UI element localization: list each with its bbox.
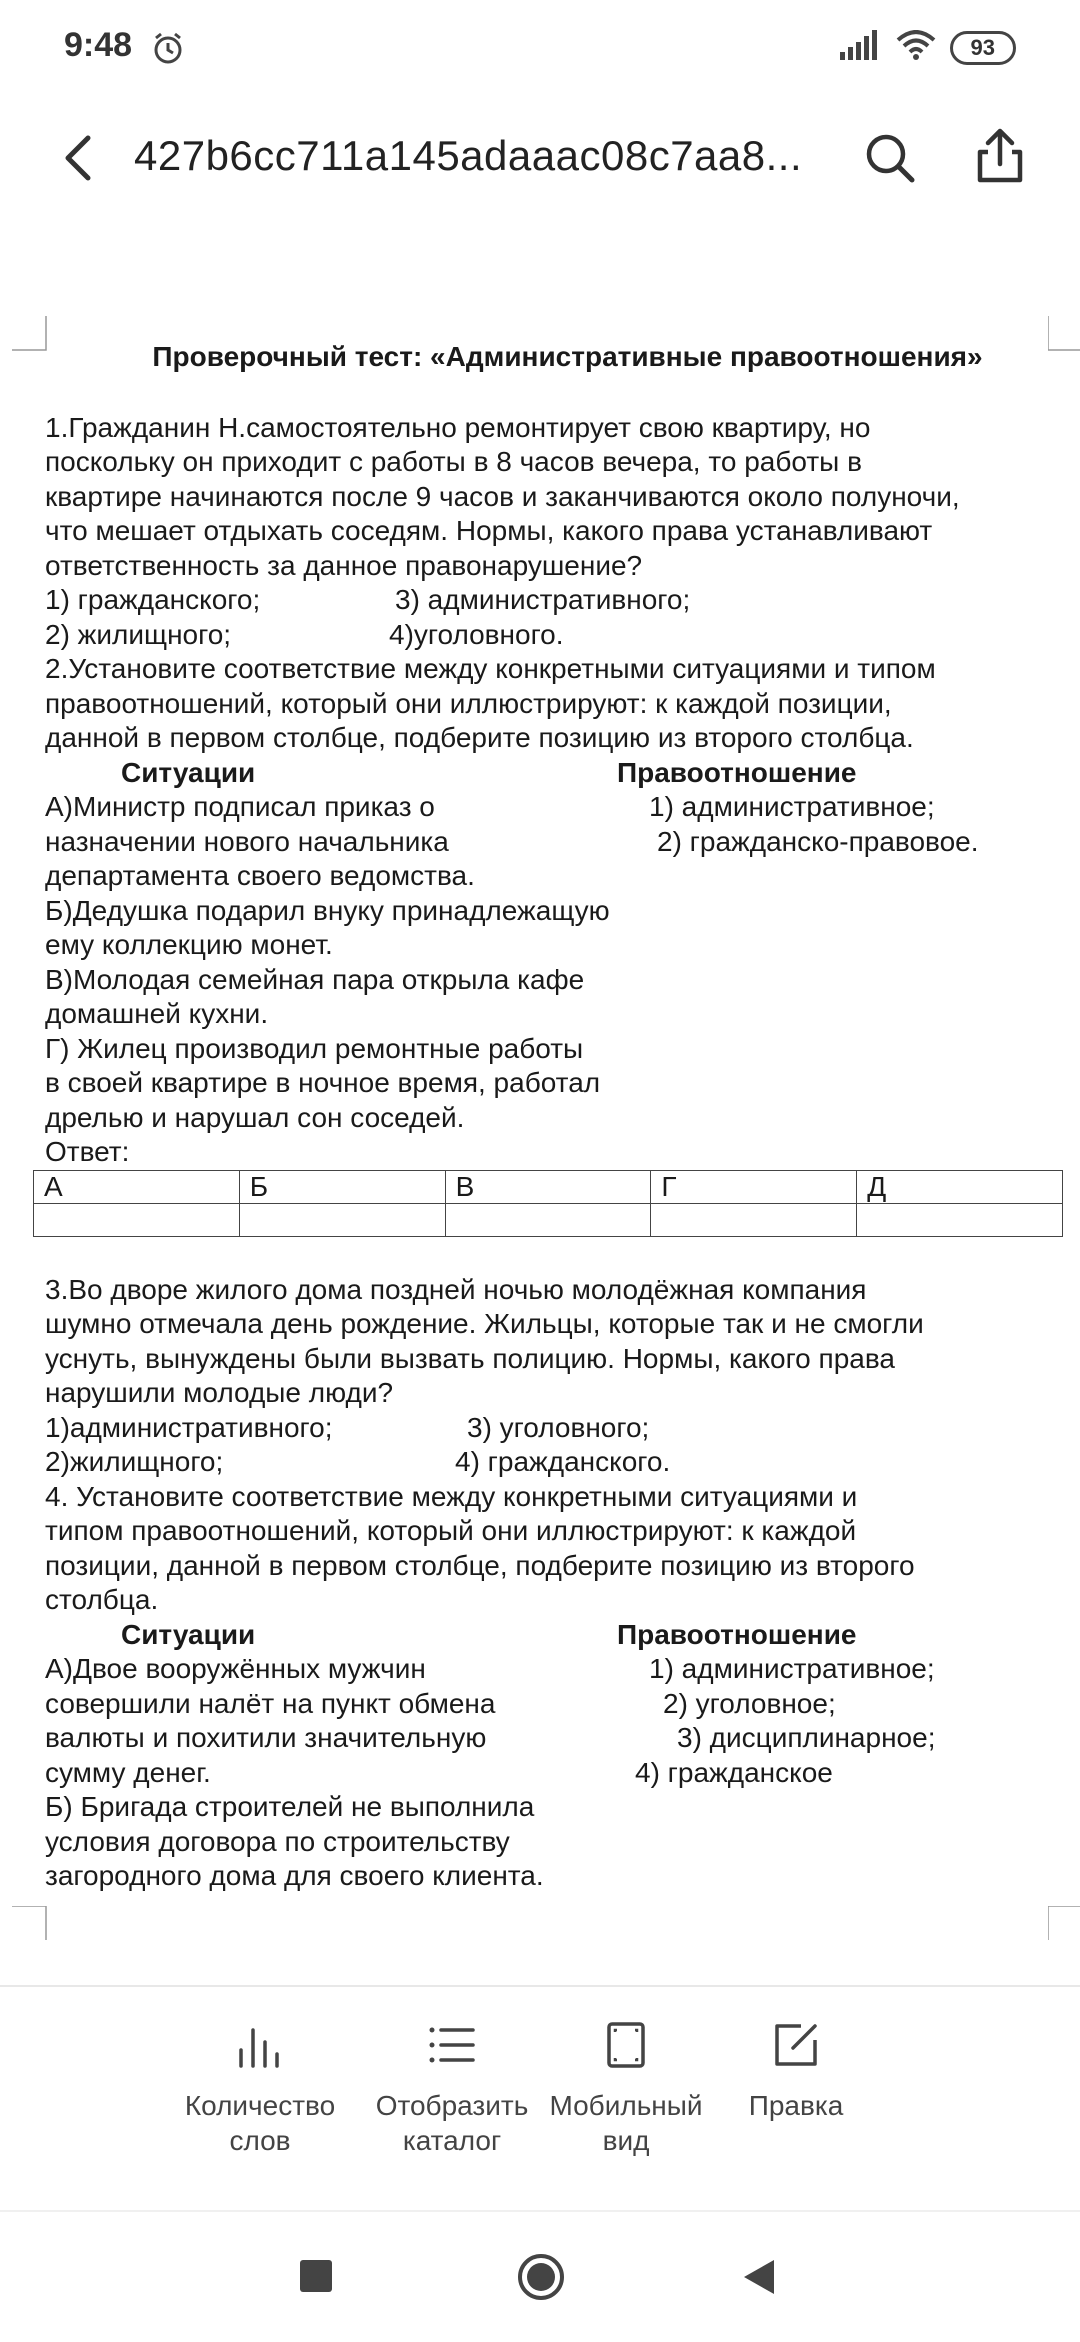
answer-option: 2)жилищного; xyxy=(45,1446,224,1477)
tool-label: Количество xyxy=(184,2090,336,2121)
word-count-button[interactable] xyxy=(170,2020,350,2158)
tool-label: слов xyxy=(229,2125,291,2156)
show-catalog-button[interactable] xyxy=(362,2020,542,2158)
table-cell xyxy=(34,1203,240,1236)
situation-line: департамента своего ведомства. xyxy=(45,860,475,891)
status-bar xyxy=(0,0,1080,100)
relation-option: 2) гражданско-правовое. xyxy=(657,825,979,857)
signal-icon xyxy=(840,30,882,65)
mobile-view-icon xyxy=(601,2020,651,2070)
question-3 xyxy=(45,1273,1060,1480)
question-number: 2 xyxy=(45,653,61,684)
tool-label: Отобразить xyxy=(375,2090,529,2121)
answer-option: 1) гражданского; xyxy=(45,584,261,615)
table-cell xyxy=(651,1203,857,1236)
situation-line: дрелью и нарушал сон соседей. xyxy=(45,1101,465,1133)
situation-line: валюты и похитили значительную xyxy=(45,1722,487,1753)
question-number: 4 xyxy=(45,1480,61,1512)
edit-icon xyxy=(771,2020,821,2070)
question-number: 3 xyxy=(45,1273,61,1305)
question-text: нарушили молодые люди? xyxy=(45,1377,394,1408)
relation-option: 4) гражданское xyxy=(635,1756,833,1788)
situation-line: в своей квартире в ночное время, работал xyxy=(45,1067,601,1098)
column-header-situations: Ситуации xyxy=(121,1618,256,1650)
relation-option: 3) дисциплинарное; xyxy=(677,1722,936,1753)
table-cell xyxy=(239,1203,445,1236)
mobile-view-button[interactable] xyxy=(536,2020,716,2158)
question-text: правоотношений, который они иллюстрируют: к каждой позиции, xyxy=(45,687,892,719)
situation-line: совершили налёт на пункт обмена xyxy=(45,1687,496,1719)
back-button[interactable] xyxy=(58,130,98,191)
table-header-cell: Б xyxy=(239,1170,445,1203)
home-button[interactable] xyxy=(516,2252,566,2307)
question-text: столбца. xyxy=(45,1584,159,1615)
situation-line: назначении нового начальника xyxy=(45,825,449,857)
back-nav-button[interactable] xyxy=(742,2258,776,2301)
question-1 xyxy=(45,411,1060,653)
question-4 xyxy=(45,1480,1060,1894)
relation-option: 1) административное; xyxy=(649,791,935,822)
title-bar xyxy=(0,100,1080,210)
answer-label: Ответ: xyxy=(45,1136,130,1167)
question-text: .Во дворе жилого дома поздней ночью молодёжная компания xyxy=(60,1273,867,1305)
column-header-relations: Правоотношение xyxy=(617,1618,857,1650)
recent-apps-button[interactable] xyxy=(300,2260,332,2297)
answer-option: 3) уголовного; xyxy=(467,1411,650,1443)
share-icon[interactable] xyxy=(972,126,1028,191)
question-text: шумно отмечала день рождение. Жильцы, которые так и не смогли xyxy=(45,1308,924,1339)
battery-indicator: 93 xyxy=(950,31,1016,65)
question-text: ответственность за данное правонарушение? xyxy=(45,549,643,581)
tool-label: вид xyxy=(602,2125,650,2156)
situation-line: А)Министр подписал приказ о xyxy=(45,791,435,822)
table-header-cell: Д xyxy=(857,1170,1063,1203)
page-corner-mark xyxy=(12,316,48,352)
situation-line: загородного дома для своего клиента. xyxy=(45,1860,544,1891)
bottom-toolbar xyxy=(0,2020,1080,2200)
situation-line: ему коллекцию монет. xyxy=(45,929,333,960)
document-title: 427b6cc711a145adaaac08c7aa8... xyxy=(134,132,803,179)
tool-label: Мобильный xyxy=(549,2090,703,2121)
situation-line: Г) Жилец производил ремонтные работы xyxy=(45,1032,584,1064)
question-text: квартире начинаются после 9 часов и заканчиваются около полуночи, xyxy=(45,480,960,512)
question-text: . Установите соответствие между конкретными ситуациями и xyxy=(60,1480,858,1512)
answer-option: 4)уголовного. xyxy=(389,618,564,650)
column-header-situations: Ситуации xyxy=(121,756,256,788)
situation-line: условия договора по строительству xyxy=(45,1825,510,1857)
question-text: что мешает отдыхать соседям. Нормы, какого права устанавливают xyxy=(45,515,933,546)
page-corner-mark xyxy=(12,1906,48,1942)
document-heading: Проверочный тест: «Административные правоотношения» xyxy=(152,341,983,372)
situation-line: В)Молодая семейная пара открыла кафе xyxy=(45,963,585,995)
table-cell xyxy=(857,1203,1063,1236)
situation-line: А)Двое вооружённых мужчин xyxy=(45,1653,426,1684)
question-text: .Установите соответствие между конкретными ситуациями и типом xyxy=(60,653,936,684)
column-header-relations: Правоотношение xyxy=(617,756,857,788)
system-nav-bar xyxy=(0,2210,1080,2342)
answer-table xyxy=(33,1170,1063,1237)
question-text: уснуть, вынуждены были вызвать полицию. Нормы, какого права xyxy=(45,1342,895,1374)
question-text: позиции, данной в первом столбце, подберите позицию из второго xyxy=(45,1549,915,1581)
page-corner-mark xyxy=(1048,1906,1080,1942)
alarm-icon xyxy=(150,30,186,71)
tool-label: Правка xyxy=(748,2090,844,2121)
table-header-cell: Г xyxy=(651,1170,857,1203)
list-icon xyxy=(427,2020,477,2070)
question-number: 1 xyxy=(45,411,61,443)
status-time: 9:48 xyxy=(64,26,133,64)
answer-option: 3) административного; xyxy=(395,584,691,615)
question-text: поскольку он приходит с работы в 8 часов вечера, то работы в xyxy=(45,446,862,477)
document-page xyxy=(45,340,1060,1894)
table-cell xyxy=(445,1203,651,1236)
toolbar-divider xyxy=(0,1985,1080,1987)
question-2 xyxy=(45,652,1060,1237)
table-header-cell: В xyxy=(445,1170,651,1203)
table-header-cell: А xyxy=(34,1170,240,1203)
answer-option: 2) жилищного; xyxy=(45,618,232,650)
bar-chart-icon xyxy=(235,2020,285,2070)
edit-button[interactable] xyxy=(706,2020,886,2123)
search-icon[interactable] xyxy=(862,130,918,191)
situation-line: Б)Дедушка подарил внуку принадлежащую xyxy=(45,894,610,926)
answer-option: 4) гражданского. xyxy=(455,1446,671,1477)
situation-line: сумму денег. xyxy=(45,1756,211,1788)
question-text: данной в первом столбце, подберите позицию из второго столбца. xyxy=(45,722,914,753)
answer-option: 1)административного; xyxy=(45,1411,333,1443)
situation-line: домашней кухни. xyxy=(45,998,269,1029)
question-text: типом правоотношений, который они иллюстрируют: к каждой xyxy=(45,1515,857,1546)
question-text: .Гражданин Н.самостоятельно ремонтирует свою квартиру, но xyxy=(60,411,871,443)
wifi-icon xyxy=(896,30,936,65)
situation-line: Б) Бригада строителей не выполнила xyxy=(45,1791,535,1822)
relation-option: 2) уголовное; xyxy=(663,1687,836,1719)
relation-option: 1) административное; xyxy=(649,1653,935,1684)
tool-label: каталог xyxy=(402,2125,502,2156)
